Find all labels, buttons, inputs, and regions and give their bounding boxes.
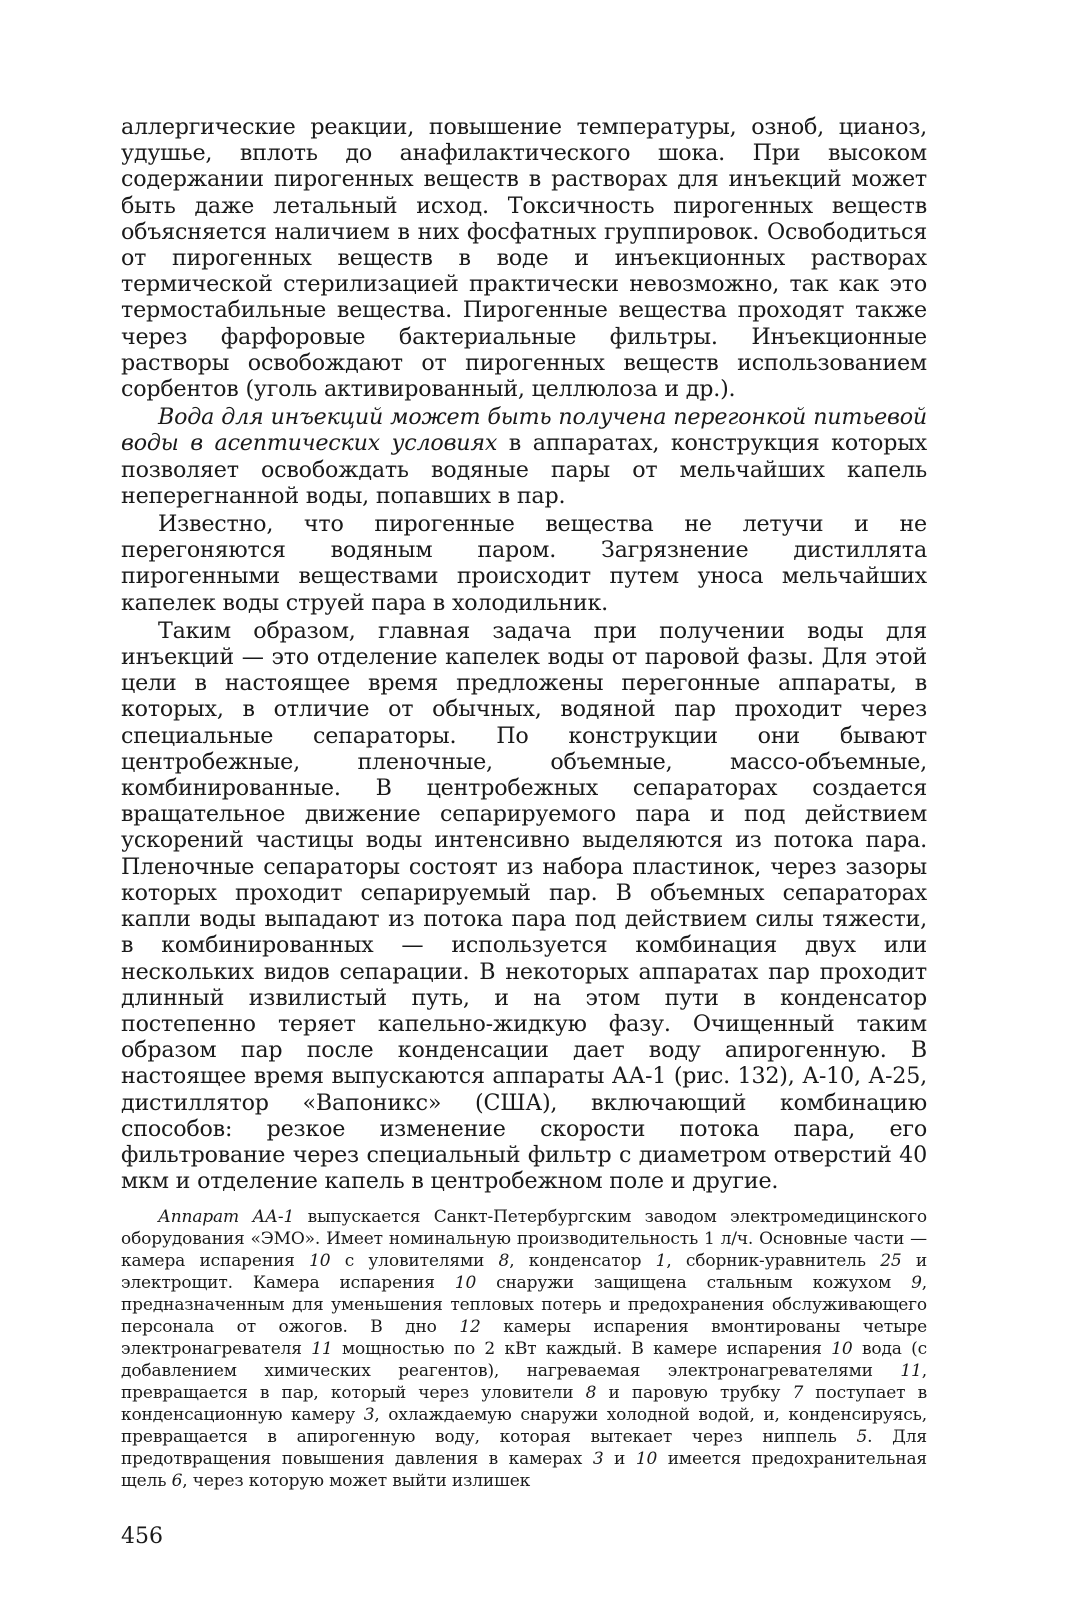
page-number: 456 bbox=[121, 1524, 163, 1549]
main-text bbox=[121, 114, 927, 1194]
paragraph-2 bbox=[121, 404, 927, 509]
small-text-span: выпускается Санкт-Петербургским заводом электромедицинского оборудования «ЭМО». Имеет номинальную производительность 1 л/ч. Основные части — камера испарения bbox=[121, 1207, 927, 1272]
ref-number: 10 bbox=[454, 1273, 477, 1294]
paragraph-2-rest: в аппаратах, конструкция которых позволяет освобождать водяные пары от мельчайших капель неперегнанной воды, попавших в пар. bbox=[121, 430, 927, 509]
ref-number: 10 bbox=[831, 1339, 853, 1360]
ref-number: 5 bbox=[856, 1427, 868, 1448]
ref-number: 8 bbox=[498, 1251, 510, 1272]
ref-number: 11 bbox=[900, 1361, 922, 1382]
small-text-span: поступает в конденсационную камеру bbox=[121, 1383, 928, 1426]
small-text-span: и паровую трубку bbox=[596, 1383, 793, 1404]
small-text-span: , охлаждаемую снаружи холодной водой, и, конденсируясь, превращается в апирогенную воду, которая вытекает через ниппель bbox=[121, 1405, 928, 1448]
ref-number: 9 bbox=[911, 1273, 922, 1294]
paragraph-2-italic: Вода для инъекций может быть получена перегонкой питьевой воды в асептических условиях bbox=[121, 404, 927, 457]
small-text-span: и bbox=[603, 1449, 636, 1470]
ref-number: 6 bbox=[171, 1471, 183, 1492]
ref-number: 10 bbox=[635, 1449, 658, 1470]
apparatus-title: Аппарат АА-1 bbox=[158, 1207, 295, 1228]
small-text-span: с уловителями bbox=[330, 1251, 499, 1272]
small-print-section bbox=[121, 1206, 927, 1492]
paragraph-4: Таким образом, главная задача при получении воды для инъекций — это отделение капелек воды от паровой фазы. Для этой цели в настоящее время предложены перегонные аппараты, в которых, в отличие от обычных, водяной пар проходит через специальные сепараторы. По конструкции они бывают центробежные, пленочные, объемные, массо-объемные, комбинированные. В центробежных сепараторах создается вращательное движение сепарируемого пара и под действием ускорений частицы воды интенсивно выделяются из потока пара. Пленочные сепараторы состоят из набора пластинок, через зазоры которых проходит сепарируемый пар. В объемных сепараторах капли воды выпадают из потока пара под действием силы тяжести, в комбинированных — используется комбинация двух или нескольких видов сепарации. В некоторых аппаратах пар проходит длинный извилистый путь, и на этом пути в конденсатор постепенно теряет капельно-жидкую фазу. Очищенный таким образом пар после конденсации дает воду апирогенную. В настоящее время выпускаются аппараты АА-1 (рис. 132), А-10, А-25, дистиллятор «Вапоникс» (США), включающий комбинацию способов: резкое изменение скорости потока пара, его фильтрование через специальный фильтр с диаметром отверстий 40 мкм и отделение капель в центробежном поле и другие. bbox=[121, 617, 927, 1195]
ref-number: 12 bbox=[459, 1317, 481, 1338]
small-text-span: имеется предохранительная щель bbox=[121, 1449, 927, 1492]
small-text-span: , предназначенным для уменьшения тепловых потерь и предохранения обслуживающего персонала от ожогов. В дно bbox=[121, 1273, 927, 1338]
small-text-span: , конденсатор bbox=[509, 1251, 656, 1272]
small-text-span: , сборник-уравнитель bbox=[666, 1251, 881, 1272]
small-text-span: мощностью по 2 кВт каждый. В камере испарения bbox=[332, 1339, 832, 1360]
ref-number: 7 bbox=[792, 1383, 804, 1404]
paragraph-1: аллергические реакции, повышение температуры, озноб, цианоз, удушье, вплоть до анафилактического шока. При высоком содержании пирогенных веществ в растворах для инъекций может быть даже летальный исход. Токсичность пирогенных веществ объясняется наличием в них фосфатных группировок. Освободиться от пирогенных веществ в воде и инъекционных растворах термической стерилизацией практически невозможно, так как это термостабильные вещества. Пирогенные вещества проходят также через фарфоровые бактериальные фильтры. Инъекционные растворы освобождают от пирогенных веществ использованием сорбентов (уголь активированный, целлюлоза и др.). bbox=[121, 114, 927, 403]
ref-number: 10 bbox=[309, 1251, 331, 1272]
small-text-span: , через которую может выйти излишек bbox=[182, 1471, 531, 1492]
ref-number: 25 bbox=[880, 1251, 902, 1272]
small-text-span: , превращается в пар, который через уловители bbox=[121, 1361, 927, 1404]
small-text-span: . Для предотвращения повышения давления в камерах bbox=[121, 1427, 927, 1470]
small-text-span: и электрощит. Камера испарения bbox=[121, 1251, 928, 1294]
small-text-span: снаружи защищена стальным кожухом bbox=[476, 1273, 912, 1294]
ref-number: 1 bbox=[655, 1251, 667, 1272]
page-content bbox=[121, 114, 927, 1492]
small-paragraph bbox=[121, 1206, 927, 1492]
paragraph-3: Известно, что пирогенные вещества не летучи и не перегоняются водяным паром. Загрязнение дистиллята пирогенными веществами происходит путем уноса мельчайших капелек воды струей пара в холодильник. bbox=[121, 511, 927, 616]
ref-number: 3 bbox=[363, 1405, 375, 1426]
small-text-span: камеры испарения вмонтированы четыре электронагревателя bbox=[121, 1317, 927, 1360]
ref-number: 3 bbox=[592, 1449, 604, 1470]
ref-number: 8 bbox=[585, 1383, 597, 1404]
ref-number: 11 bbox=[311, 1339, 333, 1360]
small-text-span: вода (с добавлением химических реагентов), нагреваемая электронагревателями bbox=[121, 1339, 927, 1382]
